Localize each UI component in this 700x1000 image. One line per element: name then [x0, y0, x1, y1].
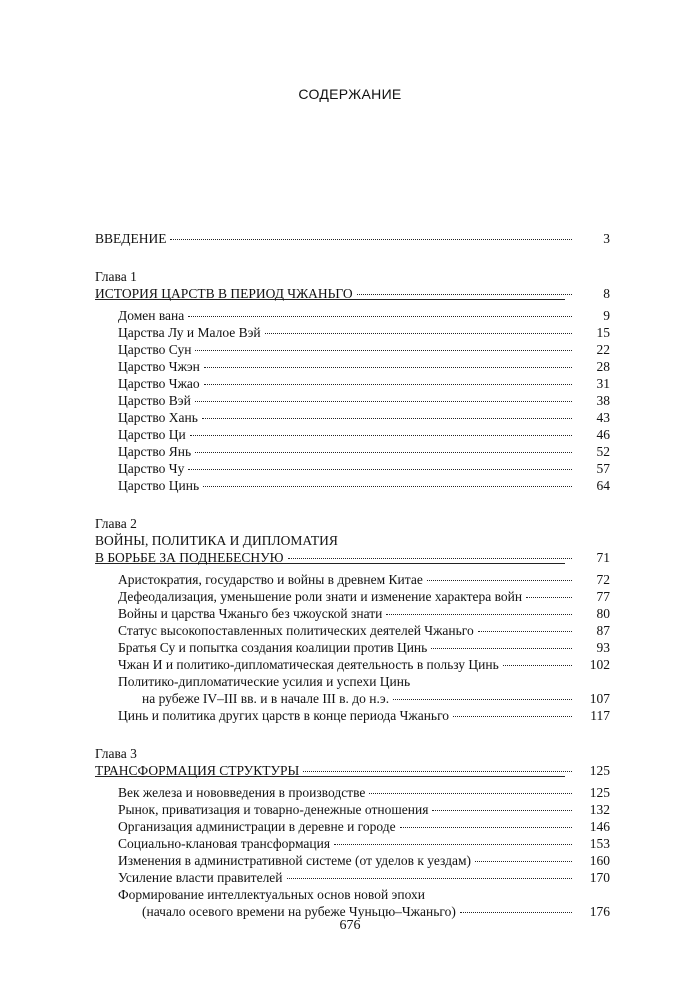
toc-entry[interactable] [95, 818, 610, 835]
toc-entry-page: 125 [589, 785, 610, 800]
toc-entry-text: Статус высокопоставленных политических деятелей Чжаньго [118, 623, 474, 638]
toc-entry-page: 107 [589, 691, 610, 706]
toc-entry[interactable] [95, 801, 610, 818]
toc-entry-page: 52 [596, 444, 610, 459]
dot-leader [195, 452, 572, 453]
toc-entry-page: 46 [596, 427, 610, 442]
dot-leader [203, 486, 572, 487]
toc-entry[interactable] [95, 622, 610, 639]
toc-entry-page: 22 [596, 342, 610, 357]
dot-leader [303, 771, 572, 772]
chapter-label: Глава 1 [95, 269, 137, 284]
toc-entry-text: ТРАНСФОРМАЦИЯ СТРУКТУРЫ [95, 763, 300, 778]
toc-entry[interactable] [95, 307, 610, 324]
dot-leader [204, 384, 572, 385]
dot-leader [478, 631, 572, 632]
toc-entry-page: 87 [596, 623, 610, 638]
toc-entry-text: Цинь и политика других царств в конце периода Чжаньго [118, 708, 450, 723]
dot-leader [202, 418, 572, 419]
dot-leader [334, 844, 572, 845]
dot-leader [287, 878, 572, 879]
toc-entry-page: 38 [596, 393, 610, 408]
toc-entry-page: 57 [596, 461, 610, 476]
dot-leader [288, 558, 572, 559]
toc-entry[interactable] [95, 392, 610, 409]
toc-entry-page: 80 [596, 606, 610, 621]
dot-leader [386, 614, 572, 615]
page-number: 676 [339, 918, 361, 933]
toc-entry[interactable] [95, 375, 610, 392]
dot-leader [526, 597, 572, 598]
toc-entry-text: Царство Сун [118, 342, 192, 357]
toc-entry-page: 9 [603, 308, 610, 323]
chapter-label: Глава 3 [95, 746, 137, 761]
toc-entry-page: 146 [589, 819, 610, 834]
toc-entry-page: 153 [589, 836, 610, 851]
chapter-block [95, 268, 610, 494]
toc-entry-page: 72 [596, 572, 610, 587]
toc-entry-text: В БОРЬБЕ ЗА ПОДНЕБЕСНУЮ [95, 550, 284, 565]
toc-entry[interactable] [95, 690, 610, 707]
dot-leader [503, 665, 572, 666]
toc-entry-text: Царство Чжао [118, 376, 200, 391]
toc-entry-text: Политико-дипломатические усилия и успехи Цинь [118, 674, 411, 689]
toc-entry[interactable] [95, 588, 610, 605]
toc-intro-entry[interactable] [95, 230, 610, 247]
toc-entry[interactable] [95, 605, 610, 622]
toc-entry-text: Царство Хань [118, 410, 198, 425]
toc-entry-text: Организация администрации в деревне и городе [118, 819, 396, 834]
toc-entry-page: 43 [596, 410, 610, 425]
toc-entry-text: Чжан И и политико-дипломатическая деятельность в пользу Цинь [118, 657, 499, 672]
chapter-block [95, 515, 610, 724]
dot-leader [188, 316, 572, 317]
dot-leader [453, 716, 572, 717]
toc-entry-text: ИСТОРИЯ ЦАРСТВ В ПЕРИОД ЧЖАНЬГО [95, 286, 353, 301]
chapter-block [95, 745, 610, 920]
page-title: СОДЕРЖАНИЕ [298, 86, 402, 102]
toc-entry-text: Царство Чжэн [118, 359, 200, 374]
toc-entry-page: 15 [596, 325, 610, 340]
toc-entry-text: Братья Су и попытка создания коалиции против Цинь [118, 640, 428, 655]
toc-entry-text: Царства Лу и Малое Вэй [118, 325, 261, 340]
toc-entry-text: (начало осевого времени на рубеже Чуньцю–Чжаньго) [142, 904, 456, 919]
toc-entry-text: Войны и царства Чжаньго без чжоуской знати [118, 606, 383, 621]
dot-leader [170, 239, 572, 240]
toc-entry-page: 31 [596, 376, 610, 391]
toc-entry-page: 170 [589, 870, 610, 885]
toc-entry-page: 64 [596, 478, 610, 493]
toc-entry[interactable] [95, 443, 610, 460]
dot-leader [195, 350, 572, 351]
toc-entry-page: 3 [603, 231, 610, 246]
toc-entry[interactable] [95, 324, 610, 341]
dot-leader [393, 699, 572, 700]
toc-entry-text: ВВЕДЕНИЕ [95, 231, 167, 246]
toc-entry-text: Царство Цинь [118, 478, 200, 493]
toc-entry-text: Формирование интеллектуальных основ новой эпохи [118, 887, 425, 902]
toc-entry-page: 102 [589, 657, 610, 672]
toc-entry-page: 28 [596, 359, 610, 374]
dot-leader [427, 580, 572, 581]
dot-leader [195, 401, 572, 402]
toc-entry[interactable] [95, 656, 610, 673]
chapter-heading-line: ВОЙНЫ, ПОЛИТИКА И ДИПЛОМАТИЯ [95, 533, 338, 548]
toc-entry[interactable] [95, 460, 610, 477]
toc-entry-page: 125 [589, 763, 610, 778]
toc-entry-page: 8 [603, 286, 610, 301]
toc-entry[interactable] [95, 852, 610, 869]
toc-entry[interactable] [95, 784, 610, 801]
toc-entry[interactable] [95, 426, 610, 443]
chapter-heading [95, 532, 610, 566]
toc-entry-text: на рубеже IV–III вв. и в начале III в. до н.э. [142, 691, 390, 706]
toc-entry-text: Век железа и нововведения в производстве [118, 785, 366, 800]
dot-leader [265, 333, 572, 334]
dot-leader [475, 861, 572, 862]
toc-entry[interactable] [95, 358, 610, 375]
chapter-label: Глава 2 [95, 516, 137, 531]
toc-entry-page: 77 [596, 589, 610, 604]
toc-entry[interactable] [95, 409, 610, 426]
dot-leader [204, 367, 572, 368]
toc-entry[interactable] [95, 571, 610, 588]
toc-entry-text: Аристократия, государство и войны в древнем Китае [118, 572, 423, 587]
toc-entry[interactable] [95, 835, 610, 852]
dot-leader [357, 294, 572, 295]
toc-entry-text: Царство Чу [118, 461, 185, 476]
toc-entry-text: Дефеодализация, уменьшение роли знати и изменение характера войн [118, 589, 523, 604]
dot-leader [432, 810, 572, 811]
toc-entry[interactable] [95, 869, 610, 886]
dot-leader [369, 793, 572, 794]
dot-leader [190, 435, 572, 436]
toc-entry-text: Домен вана [118, 308, 185, 323]
dot-leader [188, 469, 572, 470]
toc-entry-page: 93 [596, 640, 610, 655]
dot-leader [400, 827, 572, 828]
toc-entry-text: Царство Янь [118, 444, 192, 459]
toc-entry[interactable] [95, 341, 610, 358]
toc-entry-page: 176 [589, 904, 610, 919]
toc-entry-text: Царство Ци [118, 427, 186, 442]
dot-leader [460, 912, 572, 913]
toc-entry[interactable] [95, 477, 610, 494]
toc-entry-text: Рынок, приватизация и товарно-денежные отношения [118, 802, 429, 817]
toc-entry-page: 132 [589, 802, 610, 817]
toc-entry-text: Социально-клановая трансформация [118, 836, 331, 851]
toc-entry-page: 117 [590, 708, 610, 723]
toc-entry[interactable] [95, 639, 610, 656]
toc-entry-text: Царство Вэй [118, 393, 191, 408]
dot-leader [431, 648, 572, 649]
chapters-container [95, 268, 610, 920]
toc-entry-text: Изменения в административной системе (от уделов к уездам) [118, 853, 472, 868]
toc-entry[interactable] [95, 707, 610, 724]
toc-entry-page: 160 [589, 853, 610, 868]
toc-entry-text: Усиление власти правителей [118, 870, 283, 885]
toc-entry-page: 71 [596, 550, 610, 565]
table-of-contents [95, 230, 610, 920]
